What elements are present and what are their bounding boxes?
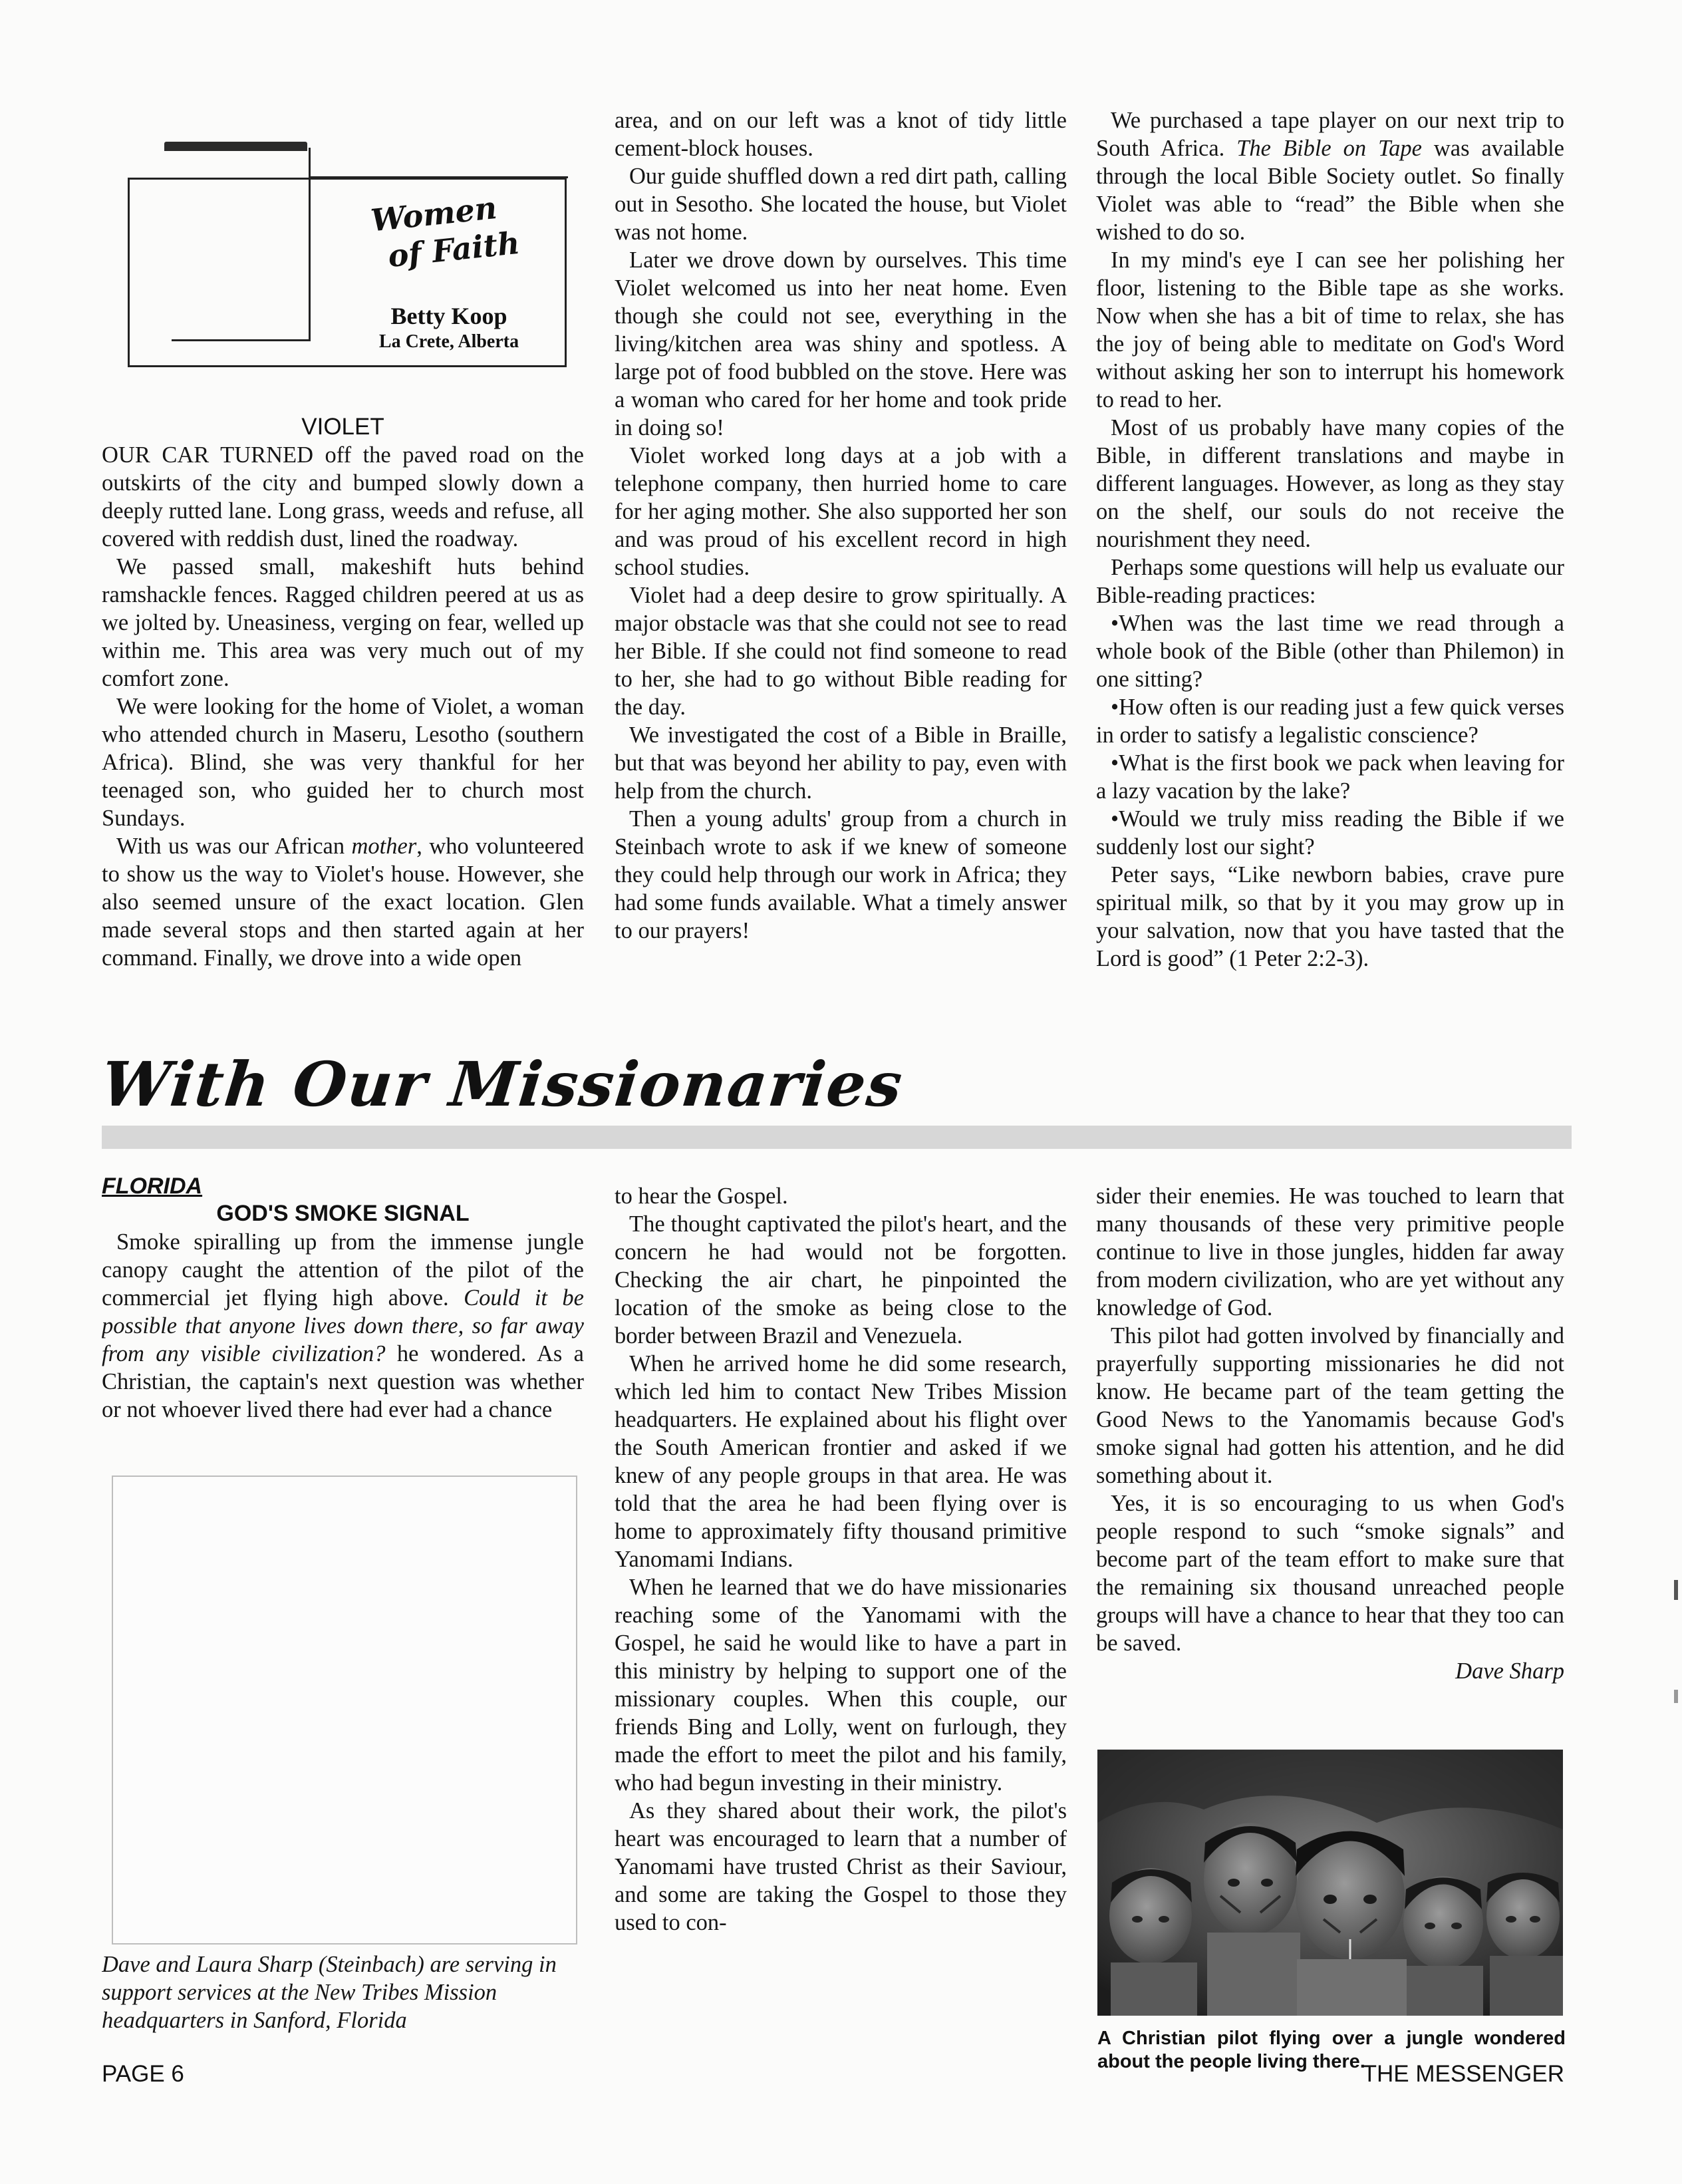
paragraph: sider their enemies. He was touched to learn that many thousands of these very primitive people continue to live in those jungles, hidden far away from modern civilization, who are yet without any knowledge of God.: [1096, 1183, 1564, 1321]
bullet-question: •When was the last time we read through a whole book of the Bible (other than Philemon) in one sitting?: [1096, 611, 1564, 692]
article-heading: VIOLET: [301, 414, 384, 440]
photo-placeholder-frame: [112, 1476, 577, 1945]
paragraph: We investigated the cost of a Bible in Braille, but that was beyond her ability to pay, even with help from the church.: [615, 722, 1067, 804]
text-run: Smoke spiralling up from the immense jungle canopy caught the attention of the pilot of the commercial jet flying high above.: [102, 1229, 584, 1311]
column-title-line1: Women: [368, 190, 499, 239]
paragraph: When he learned that we do have missionaries reaching some of the Yanomami with the Gospel, he said he would like to have a part in this ministry by helping to support one of the missionary couples. When this couple, our friends Bing and Lolly, went on furlough, they made the effort to meet the pilot and his family, who had begun investing in their ministry.: [615, 1575, 1067, 1795]
author-name: Betty Koop: [390, 303, 507, 329]
children-photo: [1097, 1750, 1563, 2016]
column-box-tab: [164, 142, 307, 151]
caption-text: Dave and Laura Sharp (Steinbach) are serving in support services at the New Tribes Mission headquarters in Sanford, Florida: [102, 1952, 557, 2033]
paragraph: In my mind's eye I can see her polishing her floor, listening to the Bible tape as she works. Now when she has a bit of time to relax, she has the joy of being able to meditate on God's Word without asking her son to interrupt his homework to read to her.: [1096, 247, 1564, 412]
paragraph: We were looking for the home of Violet, a woman who attended church in Maseru, Lesotho (southern Africa). Blind, she was very thankful for her teenaged son, who guided her to church most Sundays.: [102, 694, 584, 831]
paragraph: Perhaps some questions will help us evaluate our Bible-reading practices:: [1096, 555, 1564, 608]
paragraph: [102, 1228, 584, 1424]
scan-edge-mark: [1674, 1580, 1678, 1600]
paragraph: [1096, 106, 1564, 246]
article-heading: GOD'S SMOKE SIGNAL: [216, 1201, 470, 1226]
column-title-line2: of Faith: [386, 224, 521, 275]
missionary-column-1: [102, 1228, 584, 1424]
paragraph: area, and on our left was a knot of tidy little cement-block houses.: [615, 108, 1067, 161]
paragraph: Violet worked long days at a job with a telephone company, then hurried home to care for her aging mother. She also supported her son and was proud of his excellent record in high school studies.: [615, 443, 1067, 580]
paragraph: Peter says, “Like newborn babies, crave pure spiritual milk, so that by it you may grow up in your salvation, now that you have tasted that the Lord is good” (1 Peter 2:2-3).: [1096, 862, 1564, 971]
text-run: , who volunteered to show us the way to Violet's house. However, she also seemed unsure of the exact location. Glen made several stops and then started again at her command. Finally, we drove into a wide open: [102, 834, 584, 971]
paragraph: Later we drove down by ourselves. This time Violet welcomed us into her neat home. Even though she could not see, everything in the living/kitchen area was shiny and spotless. A large pot of food bubbled on the stove. Here was a woman who cared for her home and took pride in doing so!: [615, 247, 1067, 440]
text-run-italic: The Bible on Tape: [1236, 136, 1422, 161]
missionary-column-2: [615, 1182, 1067, 1937]
bullet-question: •Would we truly miss reading the Bible if we suddenly lost our sight?: [1096, 806, 1564, 859]
bullet-question: •What is the first book we pack when leaving for a lazy vacation by the lake?: [1096, 750, 1564, 804]
box-divider: [172, 339, 311, 341]
photo-caption: A Christian pilot flying over a jungle wondered about the people living there.: [1097, 2028, 1566, 2072]
text-run-italic: Could it be possible that anyone lives down there, so far away from any visible civilization?: [102, 1285, 584, 1366]
paragraph: Violet had a deep desire to grow spiritually. A major obstacle was that she could not see to read her Bible. If she could not find someone to read to her, she had to go without Bible reading for the day.: [615, 583, 1067, 720]
publication-name: THE MESSENGER: [1362, 2061, 1564, 2087]
paragraph: Most of us probably have many copies of the Bible, in different translations and maybe in different languages. However, as long as they stay on the shelf, our souls do not receive the nourishment they need.: [1096, 415, 1564, 552]
region-label: FLORIDA: [102, 1173, 203, 1199]
article-column-1: [102, 441, 584, 972]
text-run-italic: mother: [351, 834, 417, 859]
text-run: was available through the local Bible Society outlet. So finally Violet was able to “read” the Bible when she wished to do so.: [1096, 136, 1564, 245]
paragraph: to hear the Gospel.: [615, 1183, 788, 1209]
text-run: With us was our African: [116, 834, 352, 859]
signature: Dave Sharp: [1455, 1658, 1564, 1684]
paragraph: [102, 832, 584, 972]
text-run: he wondered. As a Christian, the captain's next question was whether or not whoever lived there had ever had a chance: [102, 1341, 584, 1422]
paragraph: As they shared about their work, the pilot's heart was encouraged to learn that a number of Yanomami have trusted Christ as their Saviour, and some are taking the Gospel to those they used to con-: [615, 1798, 1067, 1935]
paragraph: Our guide shuffled down a red dirt path, calling out in Sesotho. She located the house, but Violet was not home.: [615, 164, 1067, 245]
missionary-column-3: [1096, 1182, 1564, 1685]
page-number: PAGE 6: [102, 2061, 184, 2087]
paragraph: We passed small, makeshift huts behind ramshackle fences. Ragged children peered at us as we jolted by. Uneasiness, verging on fear, welled up within me. This area was very much out of my comfort zone.: [102, 554, 584, 691]
author-location: La Crete, Alberta: [378, 331, 519, 352]
photo-caption-italic: [102, 1950, 584, 2034]
paragraph: OUR CAR TURNED off the paved road on the outskirts of the city and bumped slowly down a deeply rutted lane. Long grass, weeds and refuse, all covered with reddish dust, lined the roadway.: [102, 442, 584, 551]
paragraph: When he arrived home he did some research, which led him to contact New Tribes Mission headquarters. He explained about his flight over the South American frontier and asked if we knew of any people groups in that area. He was told that the area he had been flying over is home to approximately fifty thousand primitive Yanomami Indians.: [615, 1351, 1067, 1572]
paragraph: Yes, it is so encouraging to us when God's people respond to such “smoke signals” and become part of the team effort to make sure that the remaining six thousand unreached people groups will have a chance to hear that they too can be saved.: [1096, 1491, 1564, 1656]
text-run: We purchased a tape player on our next trip to South Africa.: [1096, 108, 1564, 161]
box-divider: [309, 176, 568, 178]
bullet-question: •How often is our reading just a few quick verses in order to satisfy a legalistic conscience?: [1096, 695, 1564, 748]
article-column-3: [1096, 106, 1564, 973]
paragraph: The thought captivated the pilot's heart, and the concern he had would not be forgotten. Checking the air chart, he pinpointed the location of the smoke as being close to the border between Brazil and Venezuela.: [615, 1211, 1067, 1348]
section-banner-title: With Our Missionaries: [98, 1048, 907, 1120]
paragraph: This pilot had gotten involved by financially and prayerfully supporting missionaries he did not know. He became part of the team getting the Good News to the Yanomamis because God's smoke signal had gotten his attention, and he did something about it.: [1096, 1323, 1564, 1488]
article-column-2: [615, 106, 1067, 945]
children-photo-illustration: [1097, 1750, 1563, 2016]
scan-edge-mark: [1674, 1690, 1678, 1703]
paragraph: Then a young adults' group from a church in Steinbach wrote to ask if we knew of someone they could help through our work in Africa; they had some funds available. What a timely answer to our prayers!: [615, 806, 1067, 943]
section-banner-bar: [102, 1126, 1572, 1149]
